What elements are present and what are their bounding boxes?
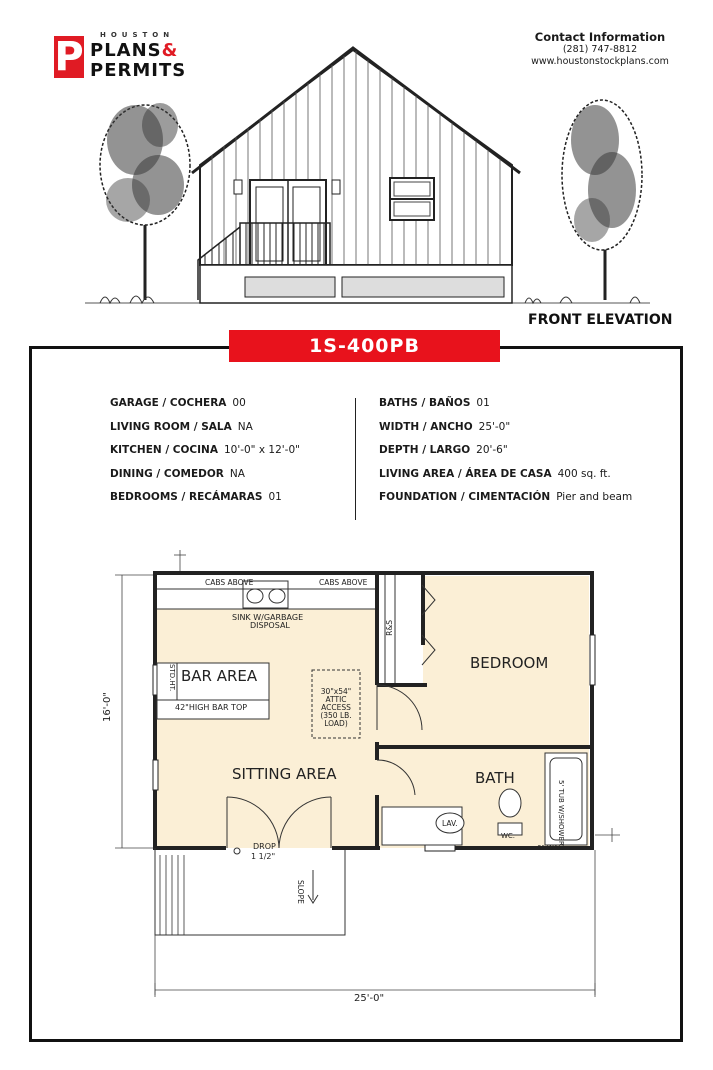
label-std-ht: STD.HT. bbox=[168, 664, 176, 692]
label-cabs-above-left: CABS ABOVE bbox=[205, 578, 254, 587]
label-rs: R&S bbox=[385, 620, 394, 636]
foundation-skirting bbox=[200, 265, 512, 303]
label-attic-access: 30"x54" ATTIC ACCESS (350 LB. LOAD) bbox=[320, 687, 352, 728]
spec-foundation: FOUNDATION / CIMENTACIÓN Pier and beam bbox=[379, 491, 633, 503]
logo-permits-text: PERMITS bbox=[90, 60, 187, 81]
specs-right-column bbox=[379, 397, 632, 515]
dimension-width: 25'-0" bbox=[354, 993, 385, 1004]
label-bath: BATH bbox=[475, 769, 515, 787]
label-bar-area: BAR AREA bbox=[181, 667, 258, 685]
front-elevation-drawing bbox=[80, 45, 660, 310]
drop-marker-icon bbox=[234, 848, 240, 854]
contact-title: Contact Information bbox=[534, 30, 666, 44]
label-wc: WC. bbox=[501, 832, 516, 840]
spec-garage: GARAGE / COCHERA 00 bbox=[110, 397, 246, 409]
logo-houston-text: HOUSTON bbox=[100, 31, 175, 39]
label-drop: DROP bbox=[253, 842, 276, 851]
label-slope: SLOPE bbox=[296, 880, 305, 904]
spec-divider bbox=[355, 398, 356, 520]
label-cabs-above-right: CABS ABOVE bbox=[319, 578, 368, 587]
spec-baths: BATHS / BAÑOS 01 bbox=[379, 397, 490, 409]
house-body bbox=[192, 48, 520, 265]
label-drop-height: 1 1/2" bbox=[251, 852, 276, 861]
left-tree-icon bbox=[100, 103, 190, 300]
contact-website: www.houstonstockplans.com bbox=[531, 56, 669, 67]
window-icon bbox=[390, 178, 434, 220]
label-bedroom: BEDROOM bbox=[470, 654, 549, 672]
elevation-caption: FRONT ELEVATION bbox=[528, 312, 673, 328]
logo-letter: P bbox=[54, 34, 84, 80]
model-number-banner: 1S-400PB bbox=[229, 330, 500, 362]
specs-left-column bbox=[110, 397, 300, 515]
label-sitting-area: SITTING AREA bbox=[232, 765, 337, 783]
label-bar-top: 42"HIGH BAR TOP bbox=[175, 703, 248, 712]
spec-dining: DINING / COMEDOR NA bbox=[110, 467, 245, 480]
spec-kitchen: KITCHEN / COCINA 10'-0" x 12'-0" bbox=[110, 444, 300, 456]
wall-lamp-icon bbox=[234, 180, 242, 194]
spec-living-room: LIVING ROOM / SALA NA bbox=[110, 420, 253, 433]
wall-lamp-icon bbox=[332, 180, 340, 194]
spec-width: WIDTH / ANCHO 25'-0" bbox=[379, 420, 511, 433]
dimension-depth: 16'-0" bbox=[102, 692, 113, 723]
spec-bedrooms: BEDROOMS / RECÁMARAS 01 bbox=[110, 491, 282, 503]
label-wall: 6" WALL bbox=[537, 844, 567, 852]
label-tub: 5' TUB W/SHOWER bbox=[557, 780, 565, 846]
floor-plan-drawing bbox=[100, 545, 630, 1020]
label-disposal: DISPOSAL bbox=[250, 621, 290, 630]
spec-depth: DEPTH / LARGO 20'-6" bbox=[379, 444, 508, 456]
porch-deck bbox=[155, 848, 345, 935]
label-lav: LAV. bbox=[442, 819, 458, 828]
contact-phone: (281) 747-8812 bbox=[562, 44, 638, 55]
right-tree-icon bbox=[562, 100, 642, 300]
label-sink: SINK W/GARBAGE bbox=[232, 613, 304, 622]
spec-living-area: LIVING AREA / ÁREA DE CASA 400 sq. ft. bbox=[379, 467, 611, 480]
logo-plans-text: PLANS& bbox=[90, 40, 179, 61]
